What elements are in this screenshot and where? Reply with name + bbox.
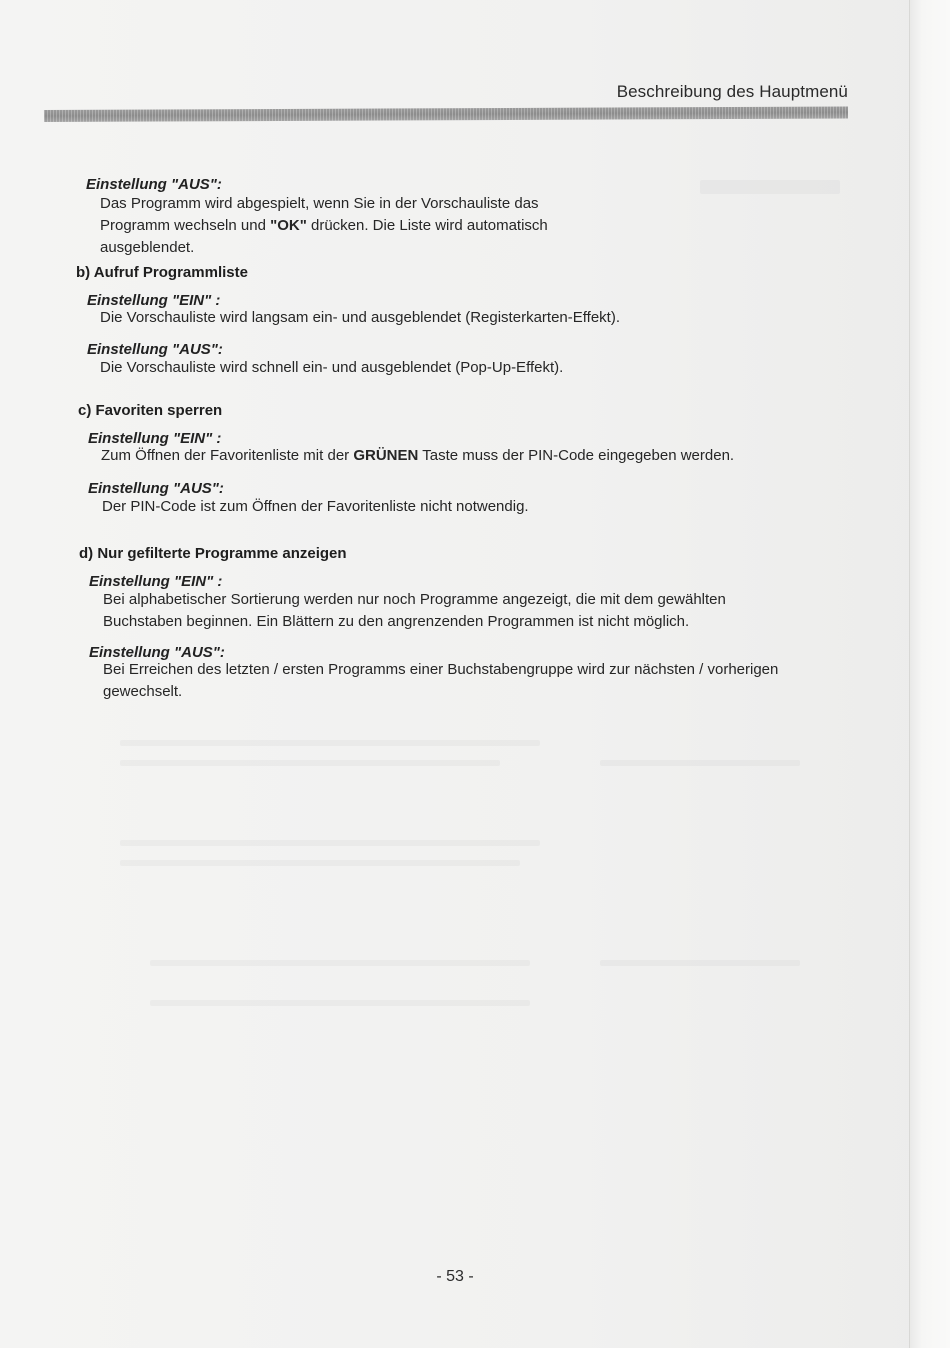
description-text: drücken. Die Liste wird automatisch xyxy=(306,217,548,234)
section-heading-favoriten-sperren: c) Favoriten sperren xyxy=(78,402,223,419)
setting-description xyxy=(103,589,726,633)
setting-description xyxy=(103,659,778,703)
ok-key-label: "OK" xyxy=(270,217,307,234)
setting-description: Der PIN-Code ist zum Öffnen der Favoritenliste nicht notwendig. xyxy=(102,498,529,515)
setting-description xyxy=(100,193,548,259)
description-line: gewechselt. xyxy=(103,683,183,700)
gruenen-key-label: GRÜNEN xyxy=(353,447,419,464)
page-number: - 53 - xyxy=(436,1268,474,1285)
page-header-title: Beschreibung des Hauptmenü xyxy=(616,82,848,101)
description-line: Bei Erreichen des letzten / ersten Programms einer Buchstabengruppe wird zur nächsten / vorherigen xyxy=(103,661,779,678)
description-line: Das Programm wird abgespielt, wenn Sie in der Vorschauliste das xyxy=(100,195,539,212)
setting-description: Die Vorschauliste wird langsam ein- und ausgeblendet (Registerkarten-Effekt). xyxy=(100,309,620,326)
setting-label-aus: Einstellung "AUS": xyxy=(86,176,222,193)
setting-description: Die Vorschauliste wird schnell ein- und ausgeblendet (Pop-Up-Effekt). xyxy=(100,359,564,376)
setting-label-aus: Einstellung "AUS": xyxy=(88,480,224,497)
setting-label-aus: Einstellung "AUS": xyxy=(87,341,223,358)
setting-label-ein: Einstellung "EIN" : xyxy=(88,430,222,447)
description-text: Programm wechseln und xyxy=(100,217,271,234)
setting-label-ein: Einstellung "EIN" : xyxy=(89,573,223,590)
setting-label-aus: Einstellung "AUS": xyxy=(89,644,225,661)
description-text: Taste muss der PIN-Code eingegeben werden. xyxy=(418,447,735,464)
section-heading-aufruf-programmliste: b) Aufruf Programmliste xyxy=(76,264,248,281)
description-line: Bei alphabetischer Sortierung werden nur noch Programme angezeigt, die mit dem gewählten xyxy=(103,591,726,608)
description-text: Zum Öffnen der Favoritenliste mit der xyxy=(101,447,354,464)
description-line xyxy=(100,215,548,237)
description-line: Buchstaben beginnen. Ein Blättern zu den angrenzenden Programmen ist nicht möglich. xyxy=(103,613,690,630)
setting-description xyxy=(101,445,734,467)
setting-label-ein: Einstellung "EIN" : xyxy=(87,292,221,309)
section-heading-nur-gefilterte-programme: d) Nur gefilterte Programme anzeigen xyxy=(79,545,347,562)
description-line: ausgeblendet. xyxy=(100,239,195,256)
